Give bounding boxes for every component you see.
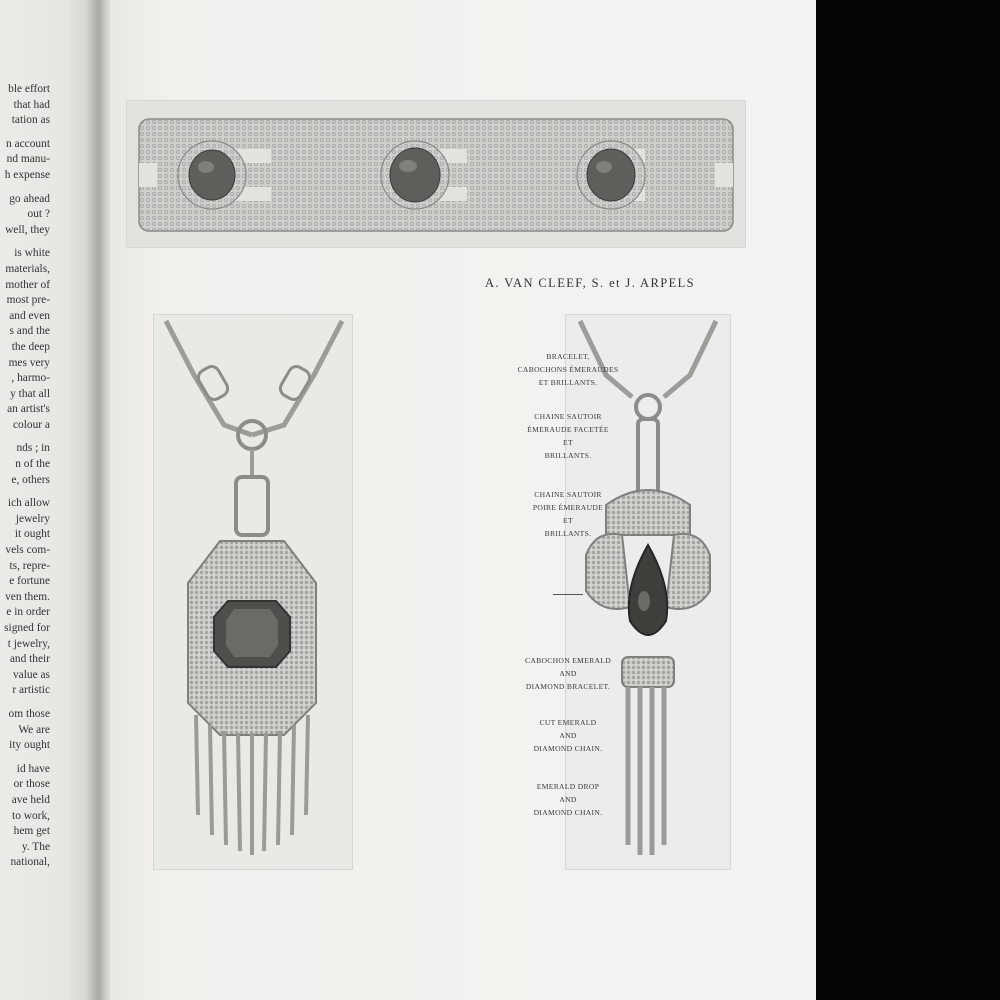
left-text-line: colour a [12,418,50,431]
legend-line: EMERALD DROP [536,782,600,791]
left-text-line: n of the [15,458,50,471]
english-legend-bracelet [497,654,639,693]
left-text-line: y. The [21,840,50,853]
left-text-line: mes very [8,356,50,369]
french-legend-drop-chain [497,488,639,540]
left-text-line: an artist's [7,403,50,416]
legend-line: ET [563,438,573,447]
left-text-line: t jewelry, [7,637,50,650]
bracelet-image [127,101,745,247]
legend-line: CUT EMERALD [539,718,597,727]
left-text-line: well, they [5,223,50,236]
left-text-line: or those [13,778,50,791]
left-text-line: to work, [12,809,50,822]
left-text-line: nd manu- [6,153,50,166]
left-text-line: that had [13,98,50,111]
left-text-line: ich allow [7,497,50,510]
left-text-line: mother of [5,278,50,291]
left-text-line: ity ought [9,739,50,752]
left-text-line: h expense [4,168,50,181]
legend-line: BRILLANTS. [544,529,592,538]
paragraph-gap [0,699,50,707]
legend-line: BRACELET, [546,352,590,361]
legend-line: AND [559,731,577,740]
left-text-line: , harmo- [11,372,50,385]
cut-emerald-chain-photo [153,314,353,870]
left-text-line: most pre- [6,294,50,307]
jeweler-caption: A. VAN CLEEF, S. et J. ARPELS [484,276,695,290]
left-text-line: materials, [5,262,50,275]
paragraph-gap [0,184,50,192]
legend-line: POIRE ÉMERAUDE [532,503,604,512]
legend-line: DIAMOND BRACELET. [525,682,611,691]
left-text-line: and their [9,653,50,666]
left-text-line: tation as [11,114,50,127]
paragraph-gap [0,238,50,246]
legend-line: ÉMERAUDE FACETÉE [527,425,609,434]
bracelet-photo [126,100,746,248]
english-legend-drop-chain [497,780,639,819]
legend-divider [497,594,639,595]
left-text-line: e in order [6,606,50,619]
legend-line: DIAMOND CHAIN. [533,808,603,817]
left-text-line: vels com- [5,544,50,557]
paragraph-gap [0,129,50,137]
legend-line: CHAINE SAUTOIR [534,412,602,421]
legend-line: BRILLANTS. [544,451,592,460]
left-text-line: hem get [13,825,50,838]
left-text-line: national, [10,856,50,869]
left-text-line: nds ; in [16,442,50,455]
left-page-text [0,82,50,871]
left-text-line: signed for [4,622,50,634]
cut-emerald-chain-image [154,315,352,869]
left-text-line: ble effort [8,83,50,95]
left-text-line: r artistic [12,684,50,697]
legend-line: AND [559,669,577,678]
left-text-line: e fortune [9,575,50,588]
divider-rule [553,594,583,595]
english-legend-cut-chain [497,716,639,755]
left-text-line: e, others [11,473,50,486]
legend-line: ET BRILLANTS. [538,378,598,387]
french-legend-cut-chain [497,410,639,462]
french-legend-bracelet [497,350,639,389]
legend-line: ET [563,516,573,525]
left-text-line: s and the [9,325,50,338]
legend-line: CHAINE SAUTOIR [534,490,602,499]
left-text-line: it ought [14,528,50,541]
left-text-line: om those [8,707,50,720]
left-text-line: and even [9,309,50,322]
paragraph-gap [0,754,50,762]
legend-line: CABOCHONS ÉMERAUDES [517,365,619,374]
legend-line: AND [559,795,577,804]
paragraph-gap [0,433,50,441]
left-text-line: out ? [27,208,50,221]
paragraph-gap [0,488,50,496]
legend-line: DIAMOND CHAIN. [533,744,603,753]
left-text-line: id have [16,762,50,775]
left-text-line: ts, repre- [9,559,50,572]
left-text-line: jewelry [15,512,50,525]
left-text-line: ave held [11,793,50,806]
left-text-line: ven them. [5,590,50,603]
left-page [0,0,96,1000]
left-text-line: We are [18,723,50,736]
left-text-line: is white [14,247,50,260]
left-text-line: n account [6,137,50,150]
left-text-line: value as [12,668,50,681]
left-text-line: y that all [10,387,50,400]
left-text-line: the deep [11,340,50,353]
right-page [110,0,816,1000]
legend-line: CABOCHON EMERALD [524,656,611,665]
left-text-line: go ahead [9,192,50,205]
